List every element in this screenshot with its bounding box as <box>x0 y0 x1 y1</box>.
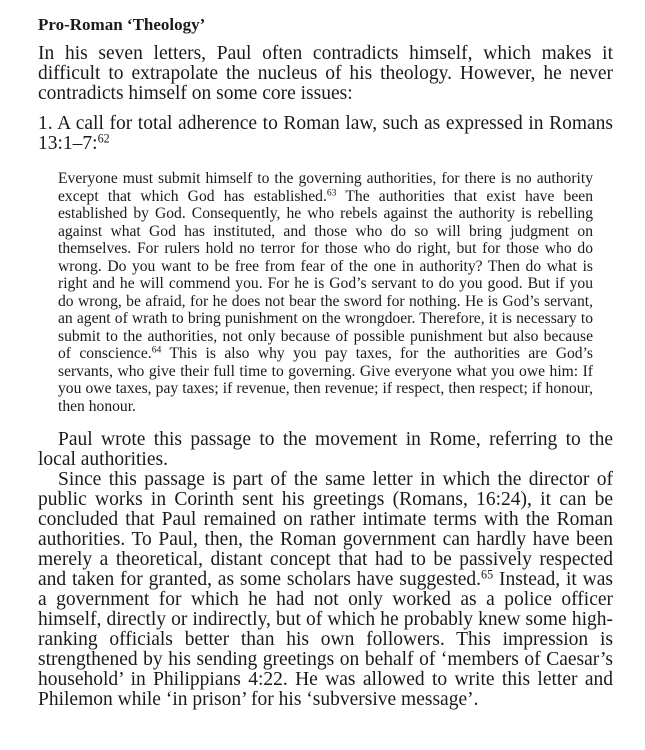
point-1-text: 1. A call for total adherence to Roman law, such as expressed in Romans 13:1–7: <box>38 113 613 154</box>
paragraph-rome-passage: Paul wrote this passage to the movement in Rome, referring to the local authorities. <box>38 429 613 470</box>
paragraph-2-part-2: Instead, it was a government for which he had not only worked as a police officer himself, directly or indirectly, but of which he probably knew some high-ranking officials better than his own followers. This impression is strengthened by his sending greetings on behalf of ‘members of Caesar’s household’ in Philippians 4:22. He was allowed to write this letter and Philemon while ‘in prison’ for his ‘subversive message’. <box>38 569 613 710</box>
paragraph-2-part-1: Since this passage is part of the same letter in which the director of public works in Corinth sent his greetings (Romans, 16:24), it can be concluded that Paul remained on rather intimate terms with the Roman authorities. To Paul, then, the Roman government can hardly have been merely a theoretical, distant concept that had to be passively respected and taken for granted, as some scholars have suggested. <box>38 469 613 590</box>
numbered-point-1 <box>38 114 613 154</box>
quote-part-2: The authorities that exist have been established by God. Consequently, he who rebels against the authority is rebelling against what God has instituted, and those who do so will bring judgment on themselves. For rulers hold no terror for those who do right, but for those who do wrong. Do you want to be free from fear of the one in authority? Then do what is right and he will commend you. For he is God’s servant to do you good. But if you do wrong, be afraid, for he does not bear the sword for nothing. He is God’s servant, an agent of wrath to bring punishment on the wrongdoer. Therefore, it is necessary to submit to the authorities, not only because of possible punishment but also because of conscience. <box>58 187 593 362</box>
quote-part-1: Everyone must submit himself to the governing authorities, for there is no authority except that which God has established. <box>58 170 593 205</box>
footnote-ref-64: 64 <box>151 344 162 356</box>
quote-part-3: This is also why you pay taxes, for the authorities are God’s servants, who give their full time to governing. Give everyone what you owe him: If you owe taxes, pay taxes; if revenue, then revenue; if respect, then respect; if honour, then honour. <box>58 345 594 415</box>
section-heading: Pro-Roman ‘Theology’ <box>38 15 206 34</box>
intro-paragraph: In his seven letters, Paul often contradicts himself, which makes it difficult to extrapolate the nucleus of his theology. However, he never contradicts himself on some core issues: <box>38 43 613 104</box>
footnote-ref-65: 65 <box>481 567 494 582</box>
block-quote-romans-13 <box>58 170 593 415</box>
footnote-ref-63: 63 <box>326 187 337 199</box>
document-page <box>38 14 613 710</box>
footnote-ref-62: 62 <box>97 131 110 146</box>
paragraph-roman-authorities <box>38 470 613 710</box>
